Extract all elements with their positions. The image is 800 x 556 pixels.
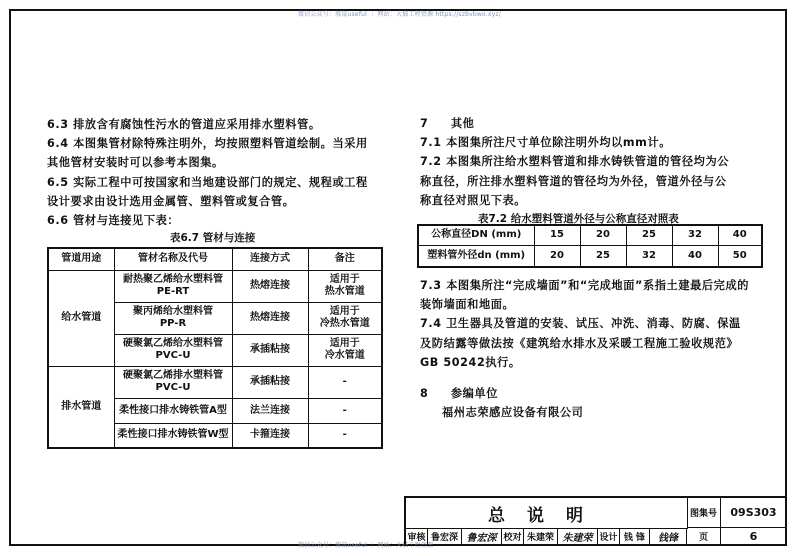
notes-section-6	[47, 115, 392, 230]
section-7-title: 7 其他	[420, 117, 475, 130]
row-label: 公称直径DN (mm)	[418, 225, 534, 245]
value-cell: 20	[580, 225, 626, 245]
pipe-joint-table	[47, 247, 383, 449]
joint-cell: 承插粘接	[232, 366, 308, 398]
reviewer-signature: 鲁宏深	[462, 528, 502, 546]
header-material: 管材名称及代号	[114, 248, 232, 270]
note-7-3-cont: 装饰墙面和地面。	[420, 298, 515, 312]
material-name: 硬聚氯乙烯排水塑料管	[123, 370, 223, 381]
title-block	[404, 496, 787, 546]
note-line1: 适用于	[329, 274, 360, 285]
note-line2: 热水管道	[324, 286, 365, 297]
joint-cell: 热熔连接	[232, 302, 308, 334]
page-label: 页	[687, 528, 721, 546]
reviewer-name: 鲁宏深	[428, 528, 462, 546]
table-row	[48, 366, 382, 398]
material-code: PE-RT	[156, 286, 190, 297]
checker-signature: 朱建荣	[558, 528, 598, 546]
table-row-dn	[418, 225, 762, 245]
header-use: 管道用途	[48, 248, 114, 270]
joint-cell: 承插粘接	[232, 334, 308, 366]
material-code: PP-R	[159, 318, 187, 329]
material-name: 耐热聚乙烯给水塑料管	[123, 274, 223, 285]
group-drainage: 排水管道	[48, 366, 114, 448]
page-number: 6	[721, 528, 787, 546]
value-cell: 40	[718, 225, 762, 245]
material-code: PVC-U	[155, 382, 191, 393]
note-6-3: 6.3 排放含有腐蚀性污水的管道应采用排水塑料管。	[47, 118, 321, 131]
note-line1: 适用于	[329, 338, 360, 349]
table-7-2-caption: 表7.2 给水塑料管道外径与公称直径对照表	[478, 213, 679, 225]
design-label: 设计	[598, 528, 620, 546]
value-cell: 20	[534, 245, 580, 267]
note-cell	[308, 302, 382, 334]
value-cell: 40	[672, 245, 718, 267]
note-cell: -	[308, 366, 382, 398]
note-7-2-cont2: 称直径对照见下表。	[420, 193, 527, 207]
material-cell: 柔性接口排水铸铁管W型	[114, 423, 232, 448]
table-row-od	[418, 245, 762, 267]
value-cell: 32	[626, 245, 672, 267]
note-6-5: 6.5 实际工程中可按国家和当地建设部门的规定、规程或工程	[47, 175, 368, 189]
table-row	[48, 270, 382, 302]
material-cell	[114, 270, 232, 302]
material-cell	[114, 302, 232, 334]
note-7-2-cont1: 称直径，所注排水塑料管道的管径均为外径，管道外径与公	[420, 174, 727, 188]
table-6-7-caption: 表6.7 管材与连接	[170, 232, 256, 244]
notes-section-7b	[420, 276, 749, 372]
note-line2: 冷水管道	[324, 350, 365, 361]
section-8-title: 8 参编单位	[420, 387, 499, 400]
note-6-4: 6.4 本图集管材除特殊注明外，均按照塑料管道绘制。当采用	[47, 137, 368, 151]
value-cell: 32	[672, 225, 718, 245]
checker-name: 朱建荣	[524, 528, 558, 546]
joint-cell: 热熔连接	[232, 270, 308, 302]
atlas-label: 图集号	[687, 498, 721, 528]
notes-section-8	[420, 384, 583, 422]
value-cell: 25	[626, 225, 672, 245]
table-header-row	[48, 248, 382, 270]
designer-name: 钱 锋	[620, 528, 650, 546]
note-6-5-cont: 设计要求由设计选用金属管、塑料管或复合管。	[47, 194, 295, 208]
header-joint: 连接方式	[232, 248, 308, 270]
note-cell	[308, 270, 382, 302]
material-cell	[114, 366, 232, 398]
note-cell	[308, 334, 382, 366]
designer-signature: 钱锋	[650, 528, 687, 546]
note-line1: 适用于	[329, 306, 360, 317]
note-6-4-cont: 其他管材安装时可以参考本图集。	[47, 156, 224, 170]
material-code: PVC-U	[155, 350, 191, 361]
row-label: 塑料管外径dn (mm)	[418, 245, 534, 267]
contributor-company: 福州志荣感应设备有限公司	[442, 406, 584, 420]
note-7-4-std: GB 50242执行。	[420, 355, 521, 369]
watermark-top: 微信公众号：豚鼠useful ｜ 网站：大猫工程资源 https://szbvbwo.xyz/	[298, 11, 501, 18]
note-7-4-cont: 及防结露等做法按《建筑给水排水及采暖工程施工验收规范》	[420, 336, 739, 350]
note-7-2: 7.2 本图集所注给水塑料管道和排水铸铁管道的管径均为公	[420, 155, 730, 169]
value-cell: 15	[534, 225, 580, 245]
note-7-3: 7.3 本图集所注“完成墙面”和“完成地面”系指土建最后完成的	[420, 279, 750, 292]
value-cell: 25	[580, 245, 626, 267]
note-6-6: 6.6 管材与连接见下表：	[47, 214, 180, 228]
check-label: 校对	[502, 528, 524, 546]
header-note: 备注	[308, 248, 382, 270]
material-cell	[114, 334, 232, 366]
material-cell: 柔性接口排水铸铁管A型	[114, 398, 232, 423]
watermark-bottom: 微信公众号：豚鼠useful ｜ 网站：大猫工程资源	[298, 542, 434, 549]
note-cell: -	[308, 423, 382, 448]
material-name: 聚丙烯给水塑料管	[133, 306, 213, 317]
group-supply: 给水管道	[48, 270, 114, 366]
joint-cell: 法兰连接	[232, 398, 308, 423]
atlas-number: 09S303	[721, 498, 787, 528]
review-label: 审核	[406, 528, 428, 546]
note-7-1: 7.1 本图集所注尺寸单位除注明外均以mm计。	[420, 136, 672, 150]
drawing-title: 总说明	[406, 498, 688, 529]
note-cell: -	[308, 398, 382, 423]
material-name: 硬聚氯乙烯给水塑料管	[123, 338, 223, 349]
notes-section-7	[420, 114, 790, 210]
joint-cell: 卡箍连接	[232, 423, 308, 448]
diameter-table	[417, 224, 763, 268]
note-7-4: 7.4 卫生器具及管道的安装、试压、冲洗、消毒、防腐、保温	[420, 317, 741, 331]
note-line2: 冷热水管道	[319, 318, 370, 329]
value-cell: 50	[718, 245, 762, 267]
